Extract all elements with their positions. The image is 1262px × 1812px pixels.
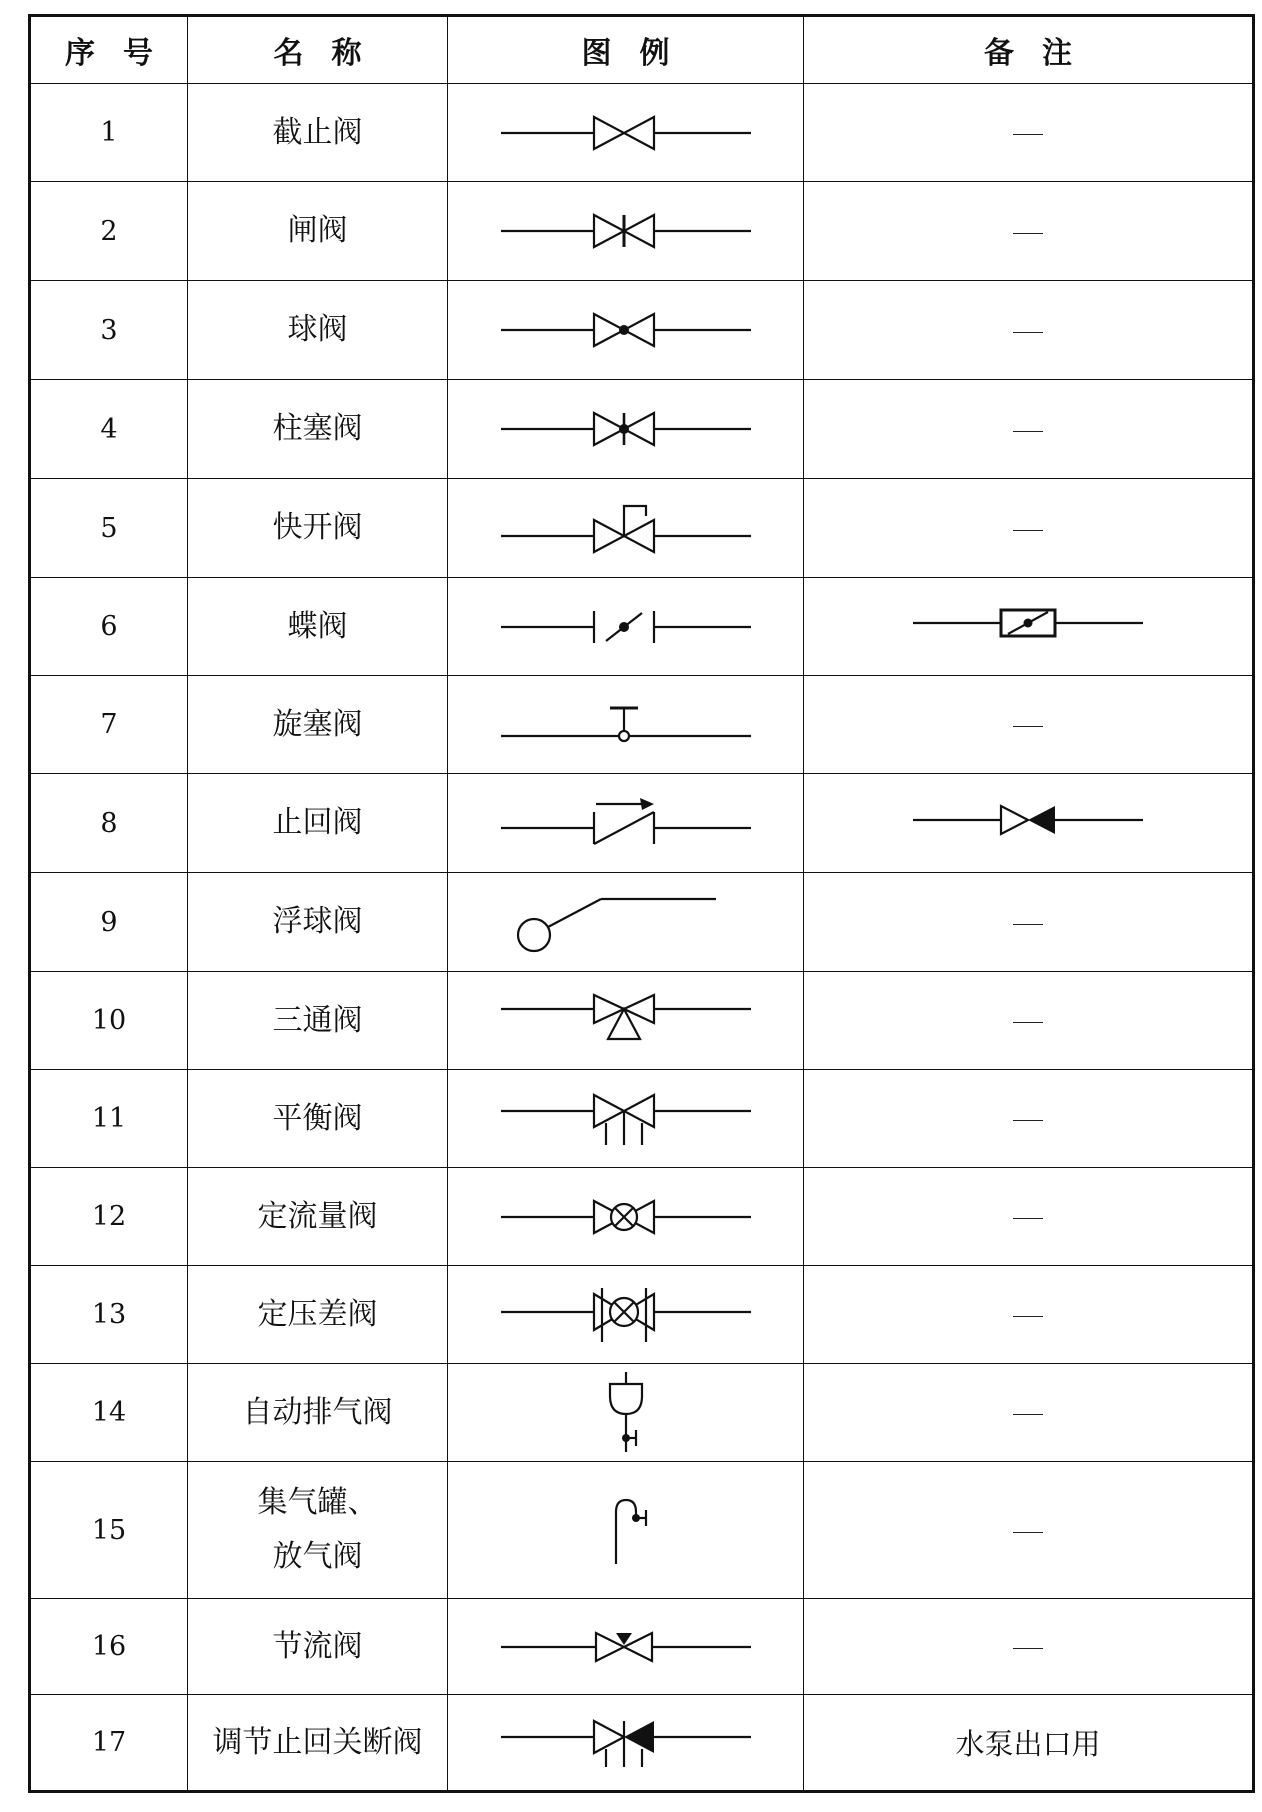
air-collector-vent-symbol [586, 1492, 666, 1568]
legend-cell [448, 281, 804, 380]
constant-flow-valve-symbol [496, 1195, 756, 1239]
remark-text [1013, 1022, 1043, 1023]
legend-cell [448, 578, 804, 676]
check-valve-alt-symbol [908, 798, 1148, 842]
remark-cell [804, 84, 1254, 182]
remark-text [1013, 233, 1043, 234]
remark-text [1013, 1120, 1043, 1121]
remark-text [1013, 726, 1043, 727]
row-number: 14 [30, 1364, 188, 1462]
row-number: 4 [30, 380, 188, 479]
auto-air-vent-symbol [586, 1370, 666, 1456]
legend-cell [448, 1462, 804, 1599]
remark-text [1013, 134, 1043, 135]
check-valve-symbol [496, 796, 756, 850]
remark-text: 水泵出口用 [955, 1727, 1101, 1761]
remark-text [1013, 1218, 1043, 1219]
header-remarks: 备注 [804, 16, 1254, 84]
table-row [30, 1462, 1254, 1599]
table-row [30, 479, 1254, 578]
valve-name-line-1: 集气罐、 [257, 1485, 378, 1520]
remark-cell [804, 578, 1254, 676]
valve-name: 旋塞阀 [188, 676, 448, 774]
regulating-check-shutoff-valve-symbol [496, 1715, 756, 1771]
legend-cell [448, 1695, 804, 1792]
row-number: 9 [30, 873, 188, 972]
remark-cell [804, 281, 1254, 380]
remark-text [1013, 431, 1043, 432]
remark-cell [804, 676, 1254, 774]
row-number: 7 [30, 676, 188, 774]
row-number: 5 [30, 479, 188, 578]
table-row [30, 84, 1254, 182]
legend-cell [448, 380, 804, 479]
legend-cell [448, 1070, 804, 1168]
remark-text [1013, 924, 1043, 925]
valve-name: 三通阀 [188, 972, 448, 1070]
row-number: 3 [30, 281, 188, 380]
valve-name-line-2: 放气阀 [272, 1539, 363, 1574]
header-index: 序号 [30, 16, 188, 84]
remark-cell [804, 479, 1254, 578]
table-row [30, 380, 1254, 479]
table-row [30, 281, 1254, 380]
remark-text [1013, 530, 1043, 531]
table-row [30, 774, 1254, 873]
valve-name: 球阀 [188, 281, 448, 380]
legend-cell [448, 774, 804, 873]
legend-cell [448, 1599, 804, 1695]
row-number: 12 [30, 1168, 188, 1266]
valve-name: 蝶阀 [188, 578, 448, 676]
remark-cell [804, 1462, 1254, 1599]
valve-name: 柱塞阀 [188, 380, 448, 479]
butterfly-valve-symbol [496, 605, 756, 649]
remark-cell [804, 1695, 1254, 1792]
row-number: 2 [30, 182, 188, 281]
legend-cell [448, 972, 804, 1070]
row-number: 1 [30, 84, 188, 182]
table-row [30, 1364, 1254, 1462]
remark-text [1013, 1648, 1043, 1649]
remark-cell [804, 1599, 1254, 1695]
remark-cell [804, 1364, 1254, 1462]
remark-text [1013, 1316, 1043, 1317]
row-number: 15 [30, 1462, 188, 1599]
valve-name: 平衡阀 [188, 1070, 448, 1168]
valve-name: 调节止回关断阀 [188, 1695, 448, 1792]
plunger-valve-symbol [496, 407, 756, 451]
legend-cell [448, 182, 804, 281]
legend-cell [448, 676, 804, 774]
gate-valve-symbol [496, 209, 756, 253]
valve-name [188, 1462, 448, 1599]
balancing-valve-symbol [496, 1089, 756, 1149]
table-row [30, 1168, 1254, 1266]
remark-cell [804, 380, 1254, 479]
remark-text [1013, 1532, 1043, 1533]
table-row [30, 1070, 1254, 1168]
remark-cell [804, 1168, 1254, 1266]
legend-cell [448, 873, 804, 972]
header-name: 名称 [188, 16, 448, 84]
table-row [30, 676, 1254, 774]
differential-pressure-valve-symbol [496, 1284, 756, 1346]
float-valve-symbol [496, 887, 756, 957]
remark-cell [804, 972, 1254, 1070]
row-number: 10 [30, 972, 188, 1070]
row-number: 6 [30, 578, 188, 676]
quick-open-valve-symbol [496, 498, 756, 558]
header-row [30, 16, 1254, 84]
valve-name: 节流阀 [188, 1599, 448, 1695]
legend-cell [448, 1364, 804, 1462]
row-number: 16 [30, 1599, 188, 1695]
remark-cell [804, 774, 1254, 873]
table-row [30, 182, 1254, 281]
throttle-valve-symbol [496, 1625, 756, 1669]
remark-text [1013, 332, 1043, 333]
remark-cell [804, 1266, 1254, 1364]
remark-text [1013, 1414, 1043, 1415]
remark-cell [804, 182, 1254, 281]
table-row [30, 1266, 1254, 1364]
remark-cell [804, 1070, 1254, 1168]
valve-name: 定压差阀 [188, 1266, 448, 1364]
table-row [30, 1695, 1254, 1792]
plug-valve-symbol [496, 700, 756, 750]
table-row [30, 972, 1254, 1070]
row-number: 11 [30, 1070, 188, 1168]
valve-name: 自动排气阀 [188, 1364, 448, 1462]
valve-name: 定流量阀 [188, 1168, 448, 1266]
valve-legend-table [28, 14, 1255, 1793]
valve-name: 止回阀 [188, 774, 448, 873]
row-number: 17 [30, 1695, 188, 1792]
valve-name: 快开阀 [188, 479, 448, 578]
legend-cell [448, 1168, 804, 1266]
legend-cell [448, 479, 804, 578]
globe-valve-symbol [496, 111, 756, 155]
remark-cell [804, 873, 1254, 972]
valve-name: 截止阀 [188, 84, 448, 182]
valve-name: 浮球阀 [188, 873, 448, 972]
butterfly-valve-alt-symbol [908, 601, 1148, 645]
ball-valve-symbol [496, 308, 756, 352]
header-legend: 图例 [448, 16, 804, 84]
table-row [30, 1599, 1254, 1695]
table-row [30, 578, 1254, 676]
row-number: 13 [30, 1266, 188, 1364]
legend-cell [448, 1266, 804, 1364]
table-row [30, 873, 1254, 972]
row-number: 8 [30, 774, 188, 873]
legend-cell [448, 84, 804, 182]
three-way-valve-symbol [496, 991, 756, 1051]
valve-name: 闸阀 [188, 182, 448, 281]
